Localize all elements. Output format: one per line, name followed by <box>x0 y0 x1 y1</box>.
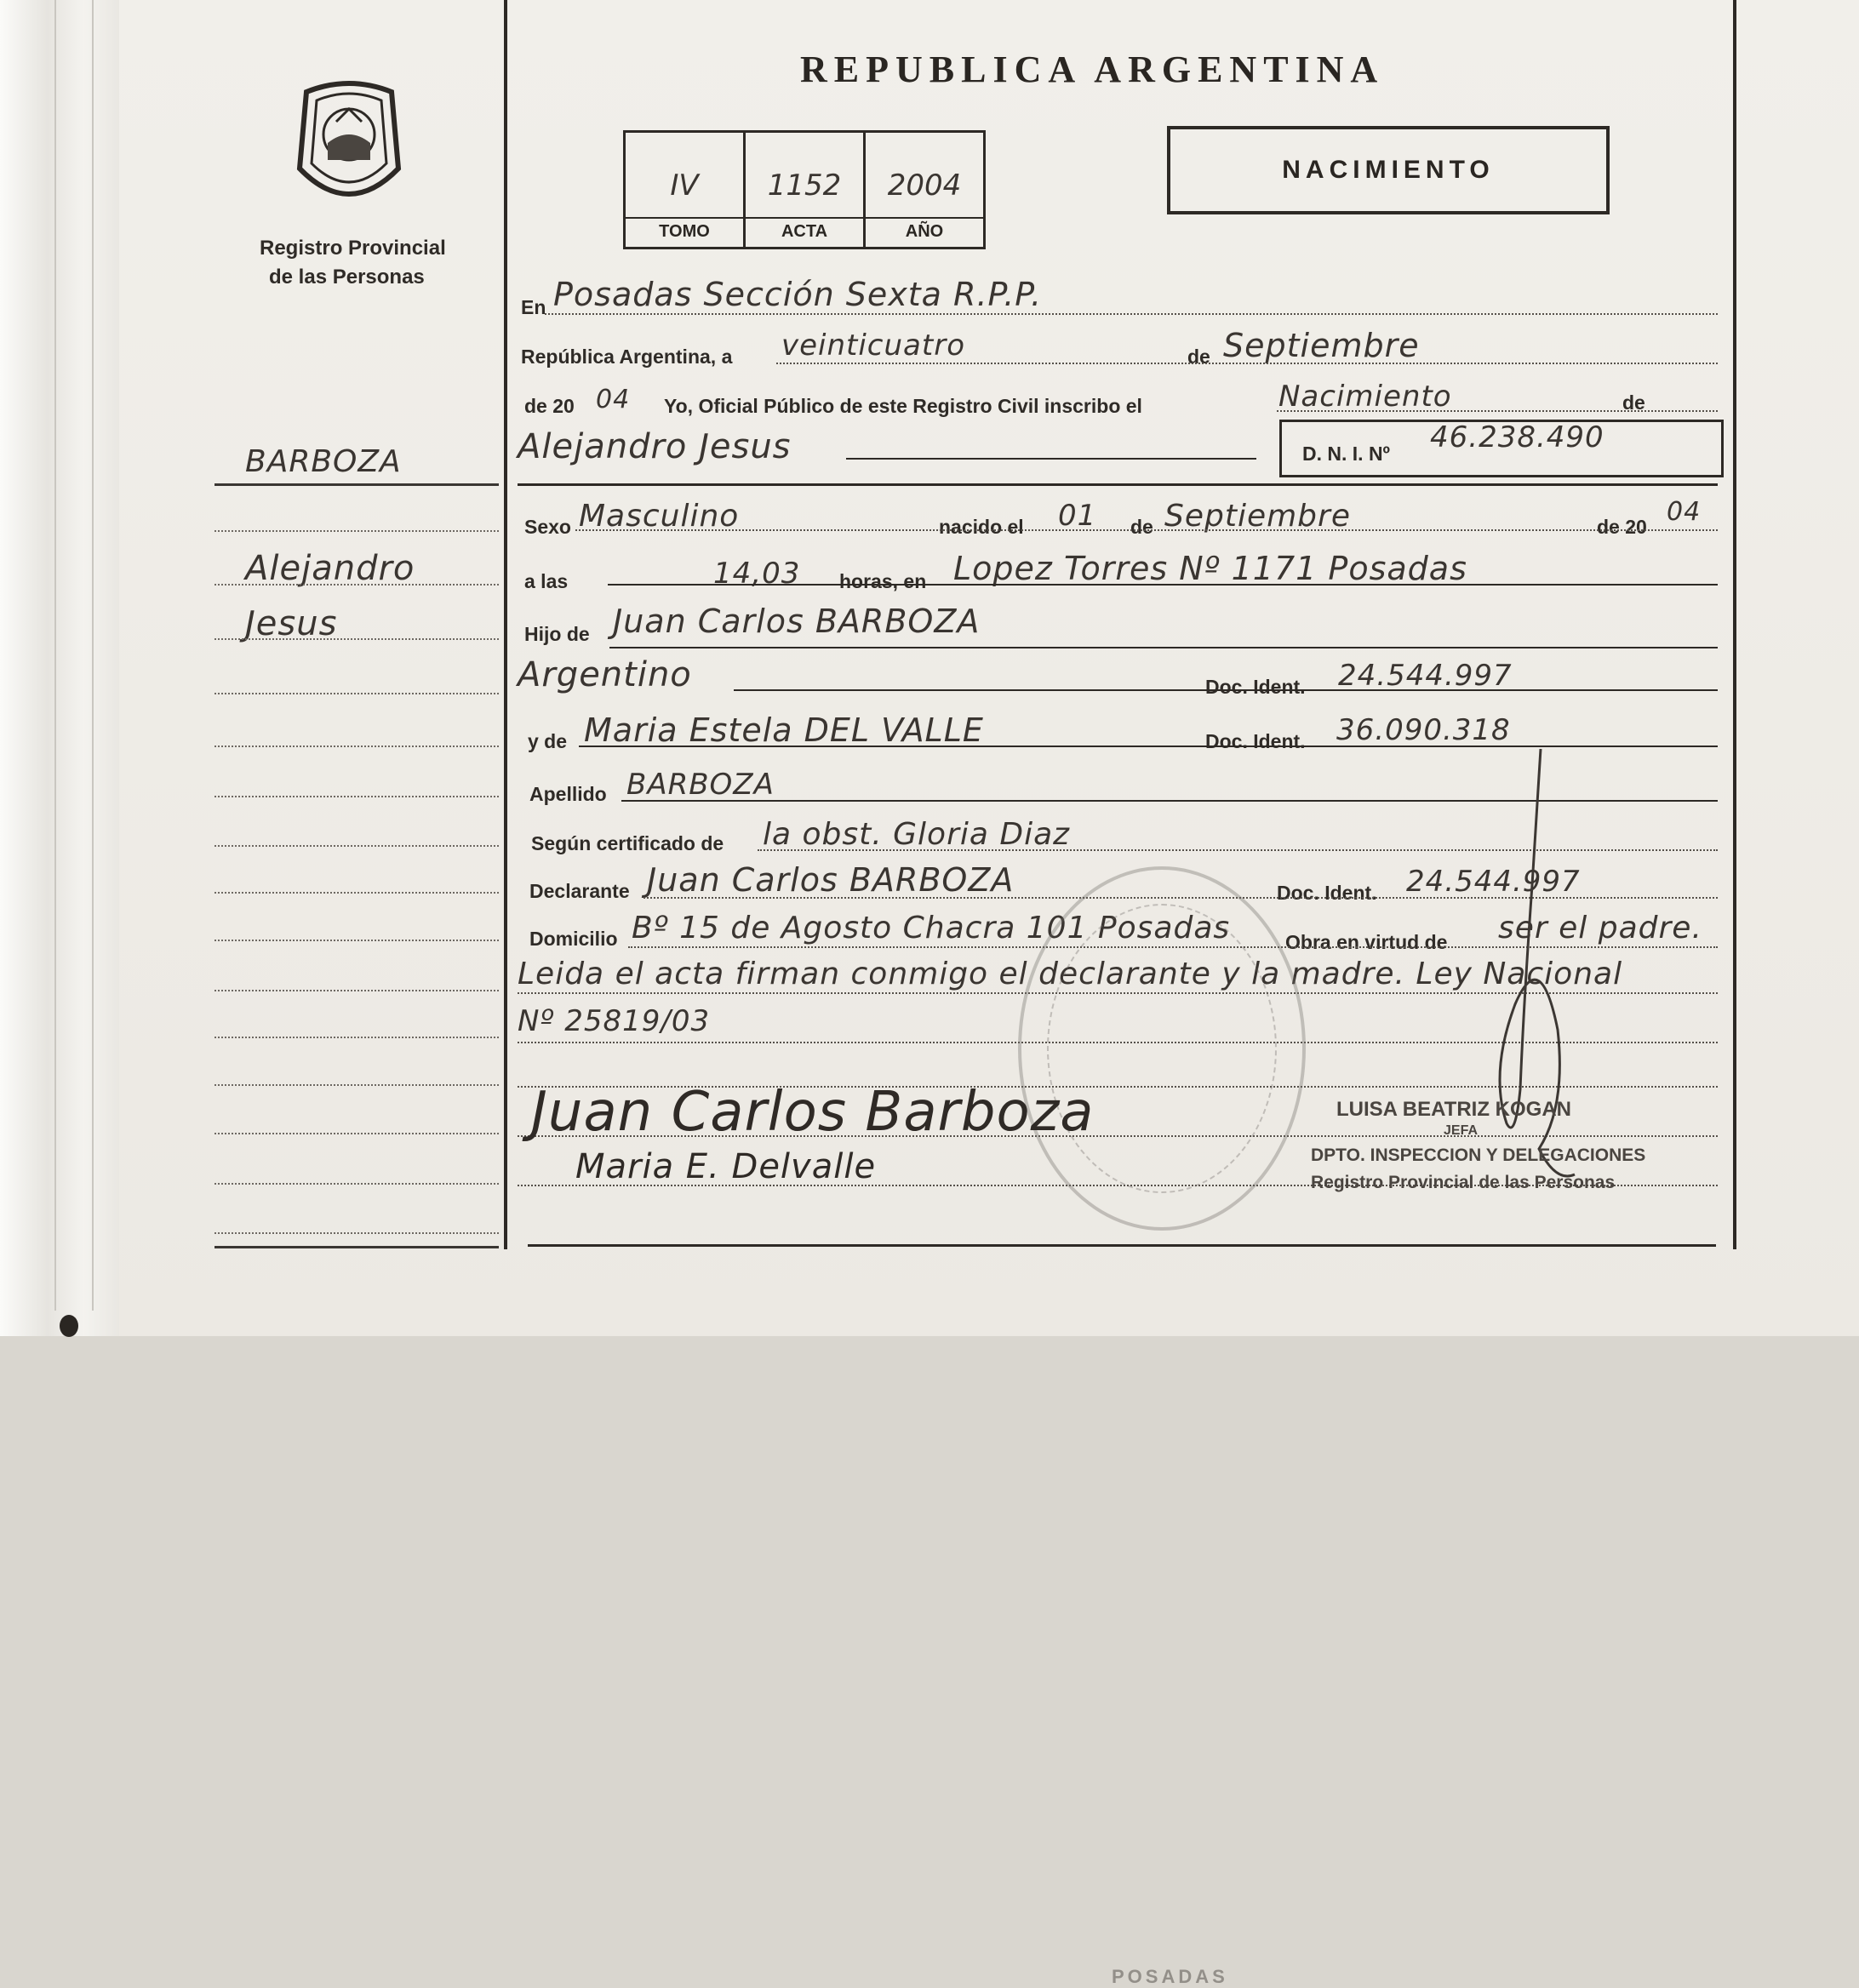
registry-name-line1: Registro Provincial <box>260 237 446 260</box>
stub-rule <box>214 638 499 640</box>
month-text-value: Septiembre <box>1223 327 1420 364</box>
en-label: En <box>521 296 546 318</box>
stub-rule <box>214 584 499 586</box>
form-rule <box>776 363 1718 364</box>
event-value: Nacimiento <box>1278 380 1452 414</box>
father-signature: Juan Carlos Barboza <box>531 1081 1095 1144</box>
mother-doc-value: 36.090.318 <box>1336 713 1511 747</box>
record-type-label: NACIMIENTO <box>1282 156 1495 184</box>
official-name: LUISA BEATRIZ KOGAN <box>1336 1098 1571 1121</box>
stub-rule <box>214 845 499 847</box>
obra-value: ser el padre. <box>1498 911 1702 945</box>
official-statement: Yo, Oficial Público de este Registro Civil inscribo el <box>664 395 1142 417</box>
declarante-doc-value: 24.544.997 <box>1406 865 1581 899</box>
birth-place-value: Lopez Torres Nº 1171 Posadas <box>953 550 1467 587</box>
stub-rule <box>214 796 499 797</box>
place-value: Posadas Sección Sexta R.P.P. <box>553 276 1043 313</box>
apellido-label: Apellido <box>529 783 607 805</box>
book-binding <box>0 0 119 1336</box>
binding-line <box>92 0 94 1311</box>
stub-surname: BARBOZA <box>245 444 402 479</box>
father-doc-label: Doc. Ident. <box>1205 676 1306 698</box>
official-signature-mark <box>1481 749 1600 1191</box>
acta-cell <box>746 133 866 247</box>
form-rule <box>734 689 1718 691</box>
tomo-cell <box>626 133 746 247</box>
form-rule <box>528 1244 1716 1247</box>
form-rule <box>518 483 1718 486</box>
official-registry: Registro Provincial de las Personas <box>1311 1173 1616 1192</box>
sexo-label: Sexo <box>524 516 571 538</box>
stub-rule <box>214 746 499 747</box>
horas-label: horas, en <box>839 570 927 592</box>
stub-rule <box>214 1183 499 1185</box>
page-title: REPUBLICA ARGENTINA <box>800 49 1385 90</box>
sexo-value: Masculino <box>579 499 740 534</box>
birth-month-value: Septiembre <box>1164 499 1351 534</box>
birth-year-prefix: de 20 <box>1597 516 1647 538</box>
stub-given-name-2: Jesus <box>245 604 338 643</box>
de-label: de <box>1187 346 1210 368</box>
father-doc-value: 24.544.997 <box>1338 659 1513 693</box>
stub-rule <box>214 530 499 532</box>
stub-rule <box>214 483 499 486</box>
ano-cell <box>866 133 983 247</box>
record-number-grid <box>623 130 986 249</box>
mother-signature: Maria E. Delvalle <box>575 1147 877 1186</box>
de-label-3: de <box>1130 516 1153 538</box>
father-nationality-value: Argentino <box>518 655 692 694</box>
stub-rule <box>214 892 499 894</box>
ano-value: 2004 <box>887 169 962 203</box>
form-rule <box>575 529 1718 531</box>
tomo-label: TOMO <box>626 217 743 242</box>
stub-rule <box>214 940 499 941</box>
official-role: JEFA <box>1444 1123 1479 1138</box>
binding-hole <box>60 1315 78 1337</box>
registry-name-line2: de las Personas <box>269 266 425 288</box>
de-label-2: de <box>1622 391 1645 414</box>
birth-year-suffix: 04 <box>1667 497 1702 527</box>
form-rule <box>846 458 1256 460</box>
form-rule <box>579 746 1718 747</box>
form-rule <box>1277 410 1718 412</box>
stub-rule <box>214 990 499 991</box>
binding-line <box>54 0 56 1311</box>
time-value: 14,03 <box>713 557 801 591</box>
year-prefix-label: de 20 <box>524 395 575 417</box>
dni-value: 46.238.490 <box>1430 420 1604 454</box>
y-de-label: y de <box>528 730 568 752</box>
record-type-box <box>1167 126 1610 214</box>
mother-doc-label: Doc. Ident. <box>1205 730 1306 752</box>
domicilio-value: Bº 15 de Agosto Chacra 101 Posadas <box>632 911 1231 945</box>
right-border <box>1733 0 1736 1249</box>
apellido-value: BARBOZA <box>626 768 775 802</box>
stub-rule <box>214 1232 499 1234</box>
stub-rule <box>214 1037 499 1038</box>
registry-seal-inner <box>1047 904 1277 1193</box>
dni-label: D. N. I. Nº <box>1302 443 1390 465</box>
child-names-value: Alejandro Jesus <box>518 427 792 466</box>
declarante-value: Juan Carlos BARBOZA <box>647 861 1015 899</box>
stub-rule <box>214 1246 499 1248</box>
hijo-label: Hijo de <box>524 623 590 645</box>
declarante-doc-label: Doc. Ident. <box>1277 882 1377 904</box>
form-rule <box>609 647 1718 648</box>
acta-value: 1152 <box>767 169 842 203</box>
column-divider <box>504 0 507 1249</box>
segun-label: Según certificado de <box>531 832 724 854</box>
a-las-label: a las <box>524 570 569 592</box>
domicilio-label: Domicilio <box>529 928 618 950</box>
form-rule <box>545 313 1718 315</box>
acta-label: ACTA <box>746 217 863 242</box>
mother-value: Maria Estela DEL VALLE <box>584 711 984 749</box>
stub-rule <box>214 693 499 694</box>
father-value: Juan Carlos BARBOZA <box>613 603 981 640</box>
form-rule <box>608 584 1718 586</box>
tomo-value: IV <box>670 169 699 203</box>
day-text-value: veinticuatro <box>781 328 965 363</box>
segun-value: la obst. Gloria Diaz <box>763 817 1071 852</box>
remarks-line-1: Leida el acta firman conmigo el declarante y la madre. Ley Nacional <box>518 957 1623 991</box>
nacido-label: nacido el <box>939 516 1024 538</box>
stub-rule <box>214 1133 499 1134</box>
remarks-line-2: Nº 25819/03 <box>518 1004 711 1038</box>
registry-seal <box>1018 866 1306 1987</box>
stub-given-name-1: Alejandro <box>245 549 415 588</box>
year-suffix-value: 04 <box>596 385 631 414</box>
stub-rule <box>214 1084 499 1086</box>
official-dept: DPTO. INSPECCION Y DELEGACIONES <box>1311 1145 1646 1165</box>
ano-label: AÑO <box>866 217 983 242</box>
republica-label: República Argentina, a <box>521 346 733 368</box>
declarante-label: Declarante <box>529 880 630 902</box>
seal-word: POSADAS <box>1112 1966 1228 1987</box>
provincial-emblem-icon <box>289 75 409 211</box>
birth-day-value: 01 <box>1058 499 1097 533</box>
obra-label: Obra en virtud de <box>1285 931 1448 953</box>
